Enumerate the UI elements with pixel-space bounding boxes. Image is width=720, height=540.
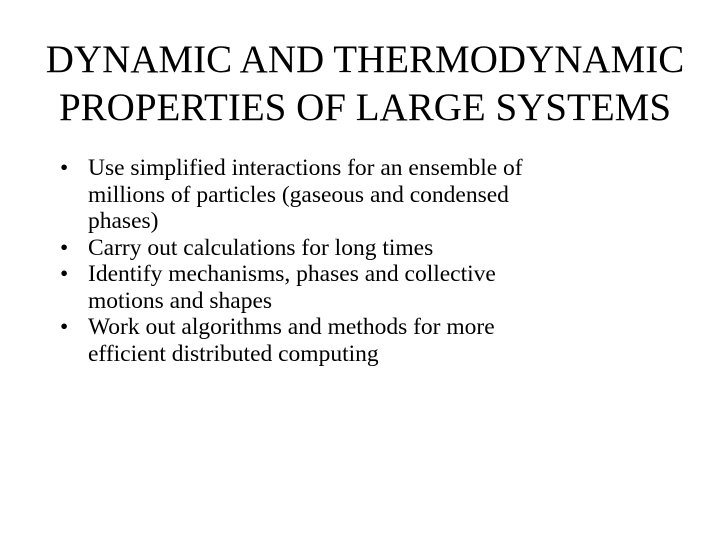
bullet-text-line: efficient distributed computing — [88, 340, 379, 367]
bullet-text-line: phases) — [88, 208, 159, 234]
bullet-text-line: Use simplified interactions for an ensemble of — [88, 155, 523, 181]
bullet-icon: • — [60, 155, 69, 181]
bullet-icon: • — [60, 261, 69, 287]
bullet-text-line: Carry out calculations for long times — [88, 234, 434, 261]
bullet-text-line: motions and shapes — [88, 287, 273, 314]
slide-title — [0, 36, 720, 132]
slide-title-line-1: DYNAMIC AND THERMODYNAMIC — [45, 38, 685, 81]
bullet-icon: • — [60, 234, 69, 261]
bullet-text-line: millions of particles (gaseous and condensed — [88, 181, 509, 208]
bullet-list — [54, 155, 654, 367]
bullet-item — [54, 155, 654, 235]
slide-title-line-2: PROPERTIES OF LARGE SYSTEMS — [58, 86, 672, 129]
bullet-text-line: Work out algorithms and methods for more — [88, 314, 495, 340]
bullet-item — [54, 314, 654, 367]
bullet-icon: • — [60, 314, 69, 340]
bullet-text-line: Identify mechanisms, phases and collective — [88, 261, 496, 287]
bullet-item — [54, 235, 654, 262]
bullet-item — [54, 261, 654, 314]
